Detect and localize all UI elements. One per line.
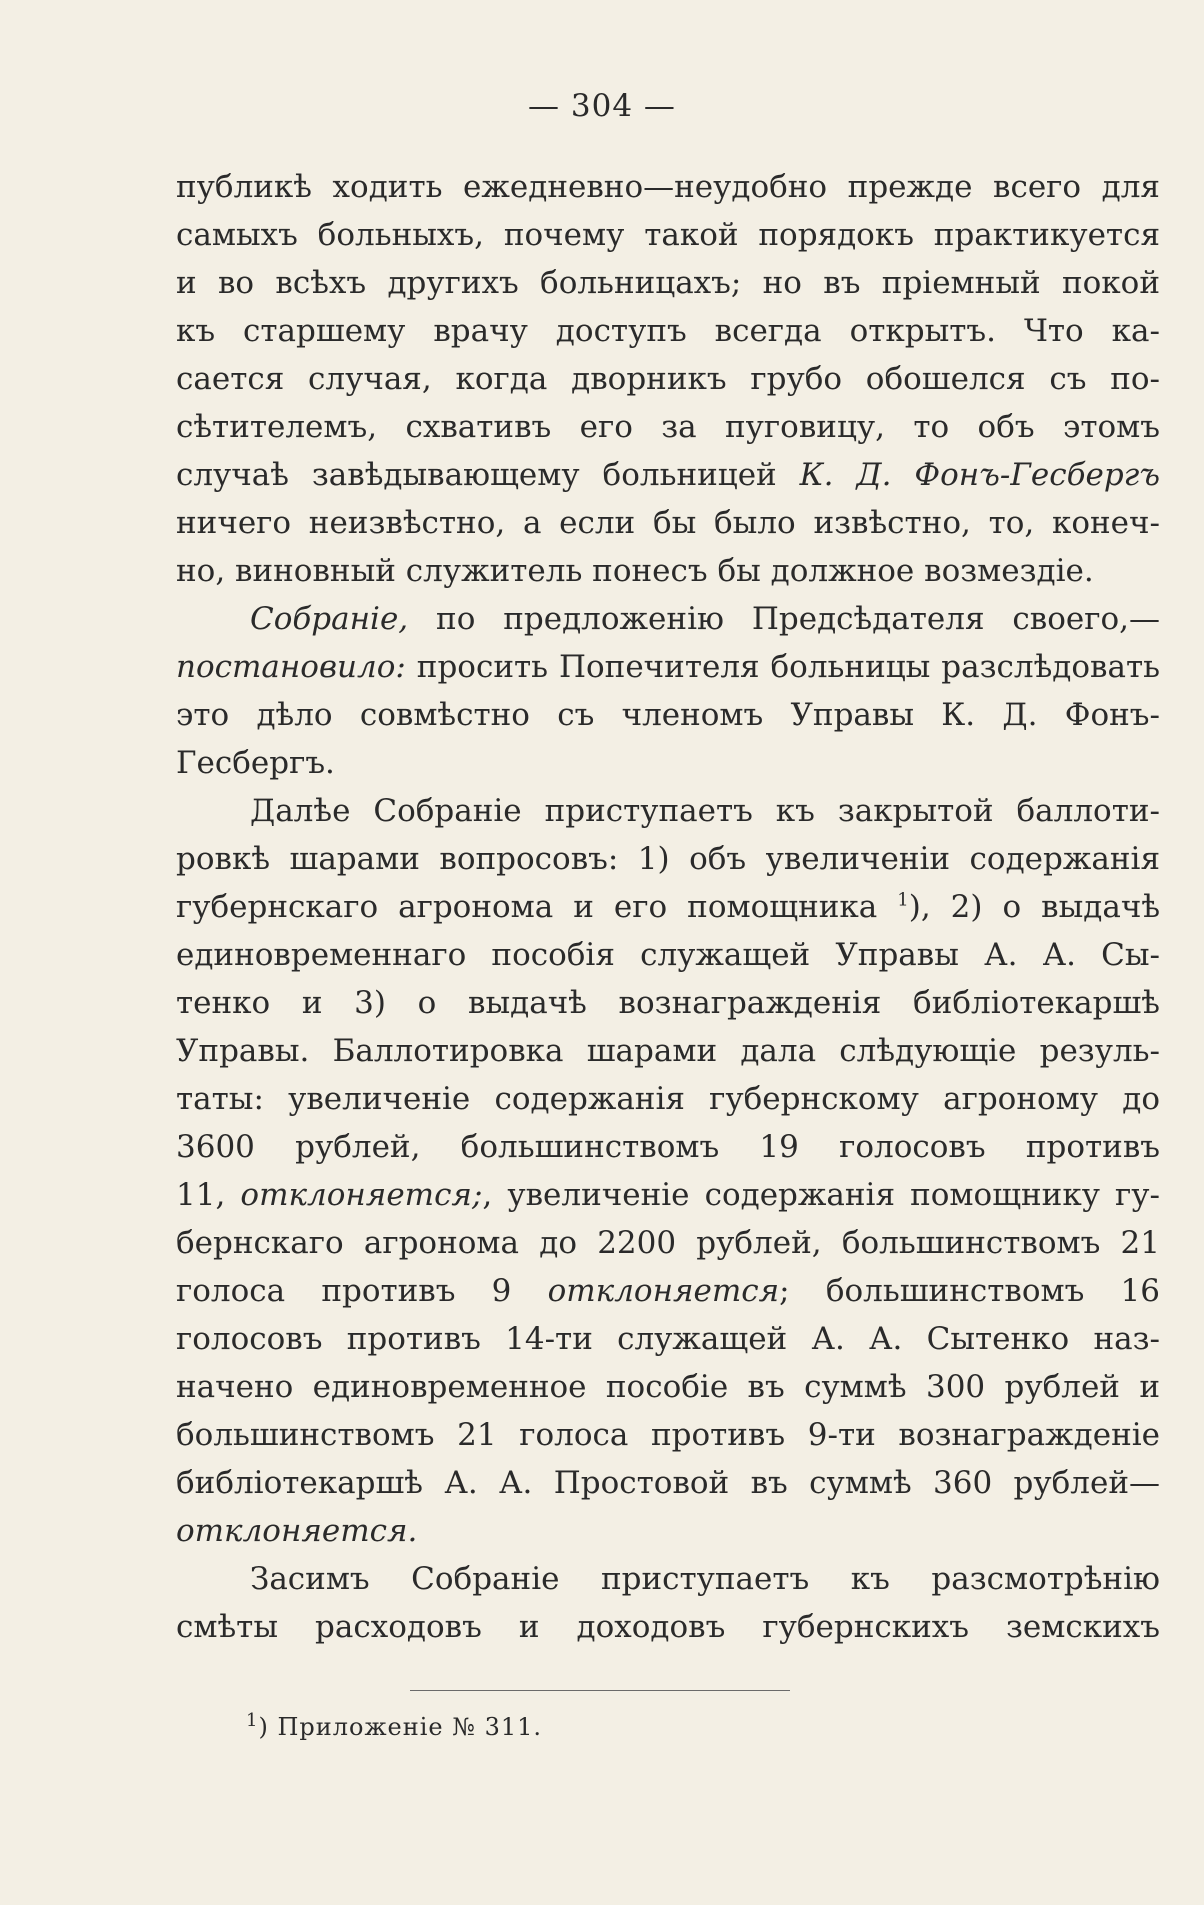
text-fragment: по предложенію Предсѣдателя своего,— (436, 601, 1160, 637)
text-fragment: просить Попечителя больницы разслѣдовать (416, 649, 1160, 685)
footnote-mark: 1 (246, 1710, 259, 1731)
footnote-ref: 1 (897, 889, 909, 911)
italic-term: Собраніе, (250, 601, 409, 637)
text-line (176, 595, 1160, 643)
text-line: Гесбергъ. (176, 745, 335, 781)
text-line: бернскаго агронома до 2200 рублей, большинствомъ 21 (176, 1225, 1160, 1261)
text-fragment: ), 2) о выдачѣ (908, 889, 1161, 925)
text-fragment: ; большинствомъ 16 (779, 1273, 1160, 1309)
text-line: таты: увеличеніе содержанія губернскому агроному до (176, 1081, 1160, 1117)
text-line: Засимъ Собраніе приступаетъ къ разсмотрѣнію (250, 1561, 1160, 1597)
text-line: сѣтителемъ, схвативъ его за пуговицу, то объ этомъ (176, 409, 1160, 445)
footnote: $^1$) Приложеніе № 311. (246, 1710, 542, 1741)
footnote-divider (410, 1690, 790, 1691)
text-line: смѣты расходовъ и доходовъ губернскихъ земскихъ (176, 1609, 1160, 1645)
text-line (176, 1267, 1160, 1315)
text-line: сается случая, когда дворникъ грубо обошелся съ по- (176, 361, 1160, 397)
text-line: ничего неизвѣстно, а если бы было извѣстно, то, конеч- (176, 505, 1160, 541)
page-number: — 304 — (528, 88, 676, 124)
text-fragment: , увеличеніе содержанія помощнику гу- (482, 1177, 1160, 1213)
text-line: единовременнаго пособія служащей Управы А. А. Сы- (176, 937, 1160, 973)
text-fragment: голоса противъ 9 (176, 1273, 512, 1309)
text-line: отклоняется. (176, 1513, 418, 1549)
text-line: тенко и 3) о выдачѣ вознагражденія библіотекаршѣ (176, 985, 1160, 1021)
italic-term: отклоняется; (240, 1177, 483, 1213)
text-line (176, 1171, 1160, 1219)
italic-term: постановило: (176, 649, 406, 685)
text-line: голосовъ противъ 14-ти служащей А. А. Сытенко наз- (176, 1321, 1160, 1357)
text-line (176, 643, 1160, 691)
text-line: публикѣ ходить ежедневно—неудобно прежде всего для (176, 169, 1160, 205)
text-fragment: 11, (176, 1177, 226, 1213)
text-line: Далѣе Собраніе приступаетъ къ закрытой баллоти- (250, 793, 1160, 829)
text-line (176, 451, 1160, 499)
italic-name: К. Д. Фонъ-Гесбергъ (799, 457, 1161, 493)
text-line: библіотекаршѣ А. А. Простовой въ суммѣ 360 рублей— (176, 1465, 1160, 1501)
text-line: но, виновный служитель понесъ бы должное возмездіе. (176, 553, 1094, 589)
italic-term: отклоняется (547, 1273, 780, 1309)
text-line: это дѣло совмѣстно съ членомъ Управы К. Д. Фонъ- (176, 697, 1160, 733)
text-line: самыхъ больныхъ, почему такой порядокъ практикуется (176, 217, 1160, 253)
text-line: и во всѣхъ другихъ больницахъ; но въ пріемный покой (176, 265, 1160, 301)
body-text (176, 163, 1160, 1651)
text-fragment: губернскаго агронома и его помощника (176, 889, 878, 925)
text-line (176, 883, 1160, 931)
text-line: Управы. Баллотировка шарами дала слѣдующіе резуль- (176, 1033, 1160, 1069)
text-line: большинствомъ 21 голоса противъ 9-ти вознагражденіе (176, 1417, 1160, 1453)
text-line: 3600 рублей, большинствомъ 19 голосовъ противъ (176, 1129, 1160, 1165)
text-line: къ старшему врачу доступъ всегда открытъ. Что ка- (176, 313, 1160, 349)
text-line: начено единовременное пособіе въ суммѣ 300 рублей и (176, 1369, 1160, 1405)
text-line: ровкѣ шарами вопросовъ: 1) объ увеличеніи содержанія (176, 841, 1160, 877)
text-fragment: случаѣ завѣдывающему больницей (176, 457, 777, 493)
footnote-text: Приложеніе № 311. (277, 1713, 542, 1741)
